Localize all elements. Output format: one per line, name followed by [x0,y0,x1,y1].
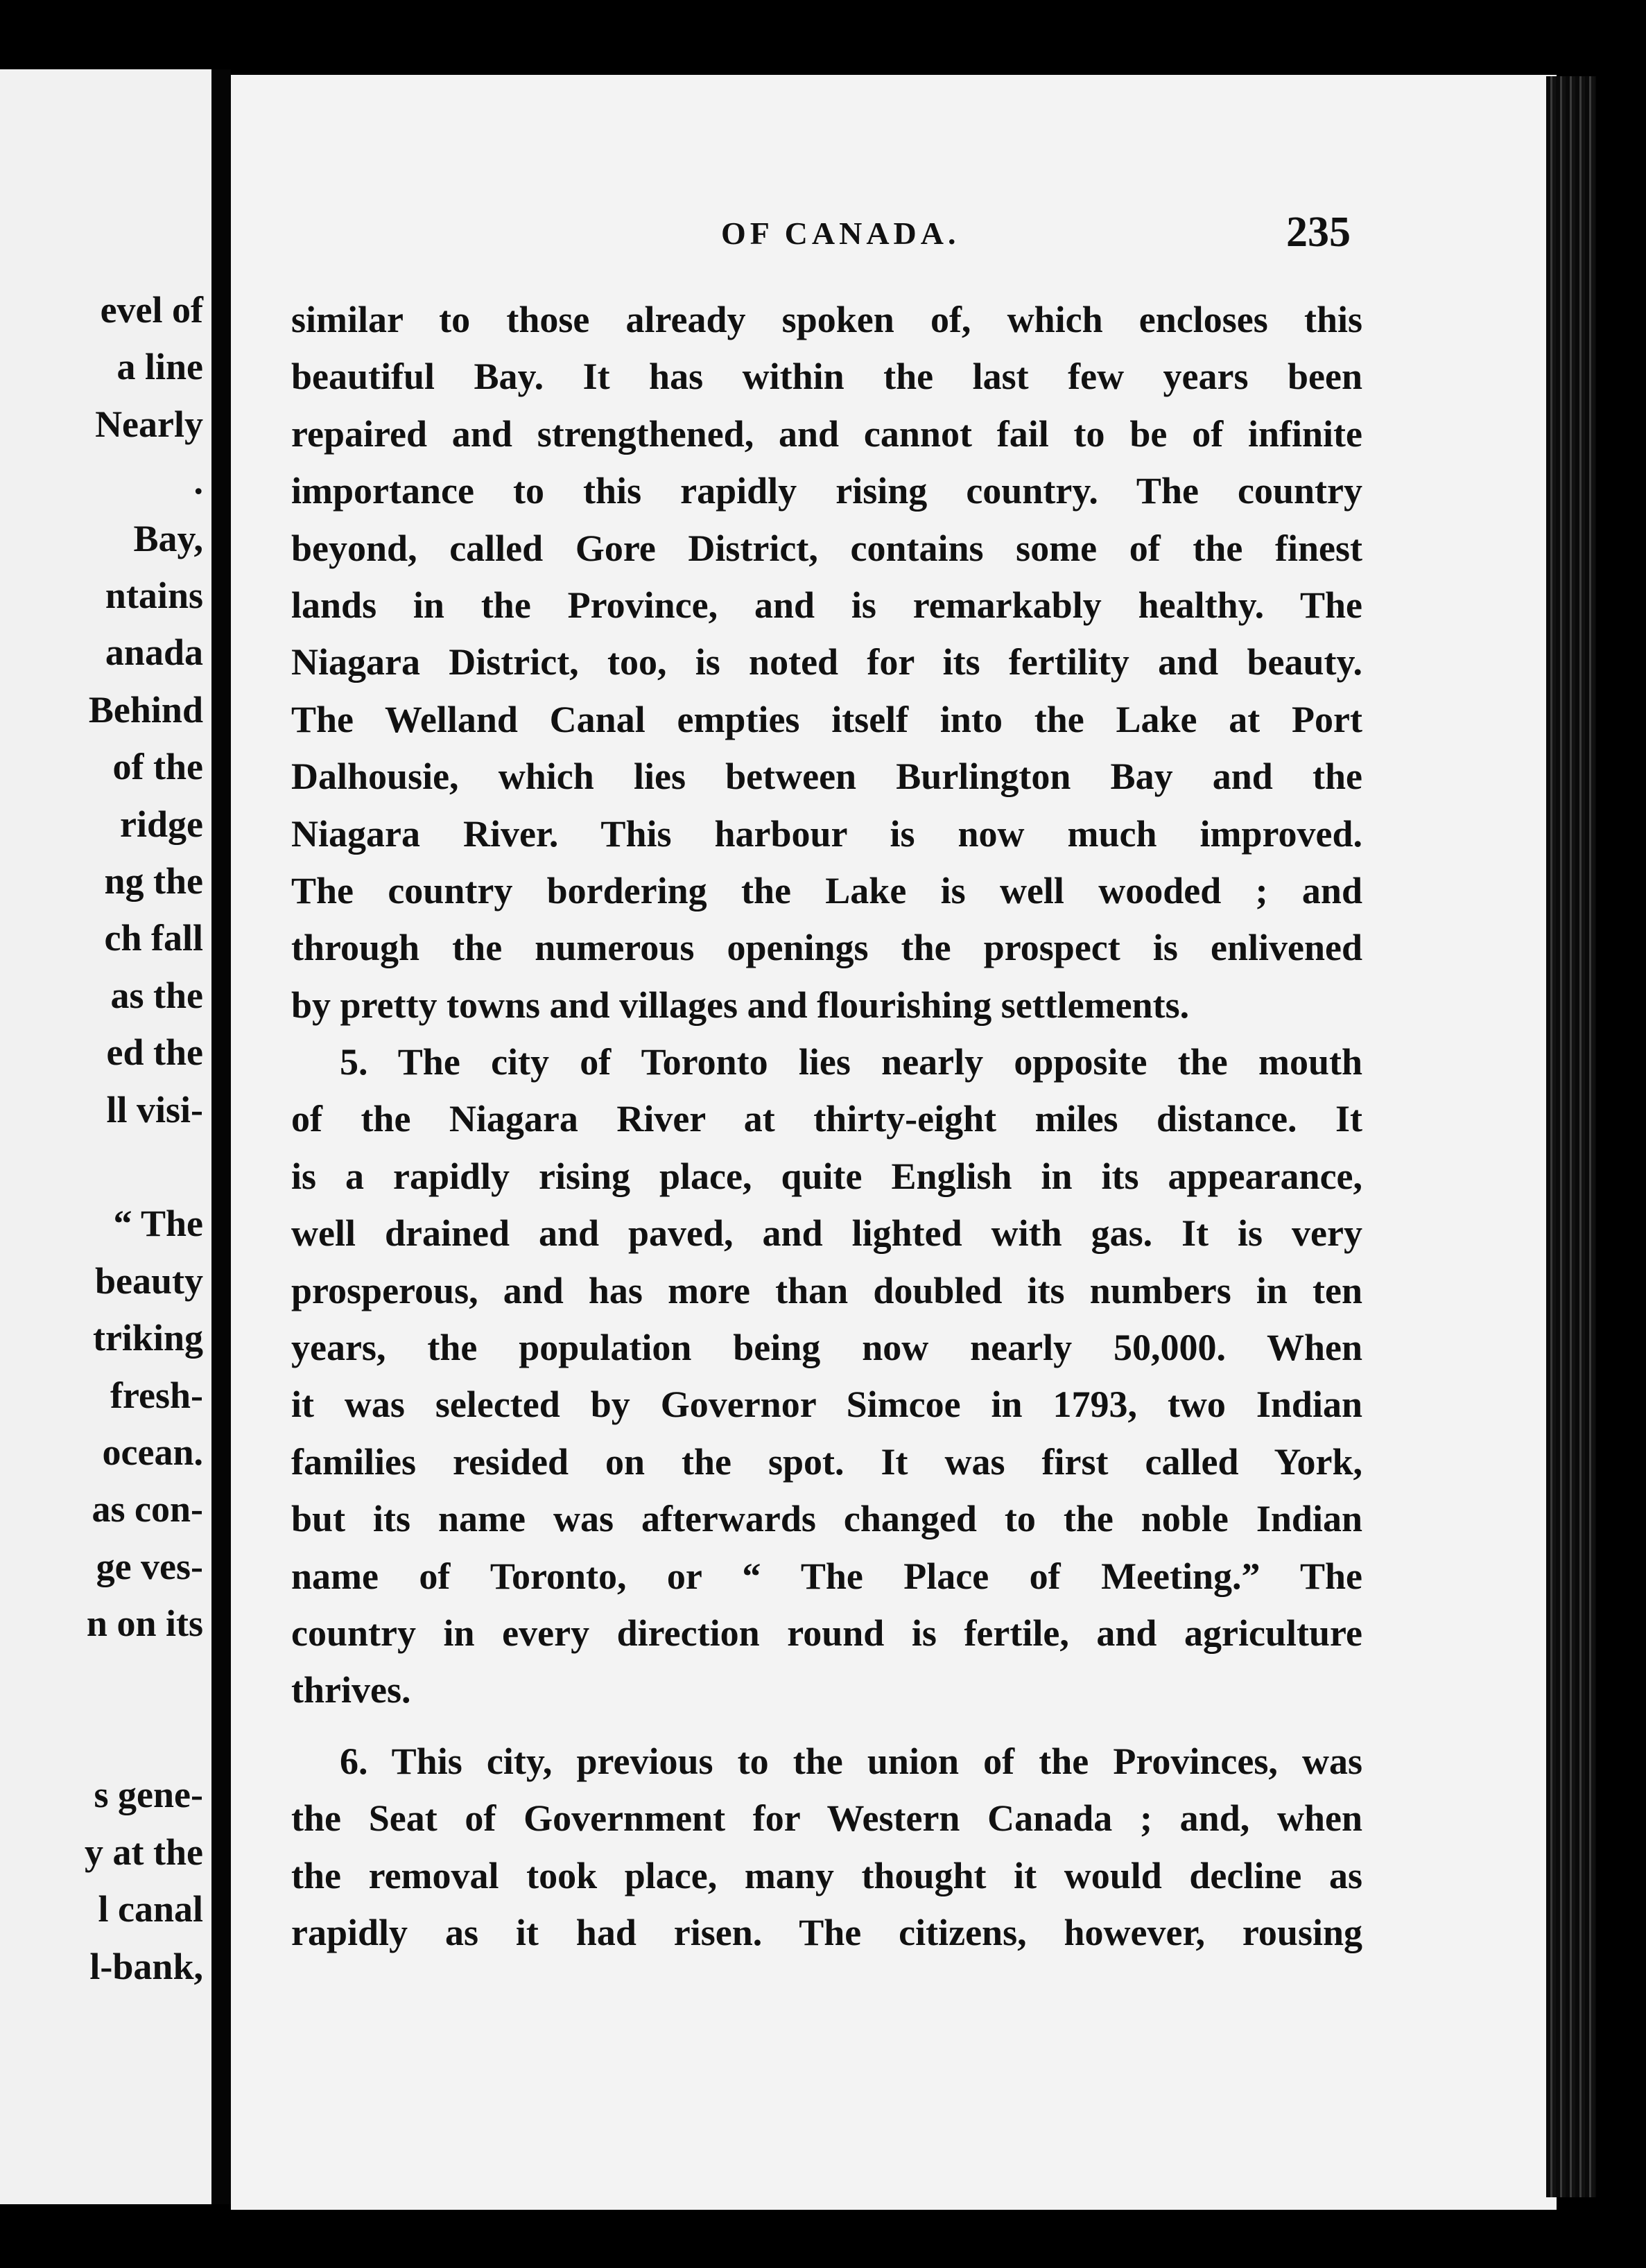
left-page-line: beauty [94,1259,203,1302]
left-page-line: l-bank, [89,1945,203,1987]
left-page [0,69,214,2204]
text-line: through the numerous openings the prospect is enlivened [291,927,1362,969]
book-gutter [211,69,231,2204]
paragraph-1 [291,291,1362,1033]
text-line: lands in the Province, and is remarkably healthy. The [291,584,1362,626]
text-line: years, the population being now nearly 50,000. When [291,1327,1362,1369]
left-page-line: ge ves- [96,1545,203,1587]
left-page-line: ntains [105,575,203,616]
text-line: beautiful Bay. It has within the last few years been [291,356,1362,398]
left-page-line: as the [110,974,203,1016]
text-line: 6. This city, previous to the union of the Provinces, was [340,1740,1362,1782]
text-line: Niagara District, too, is noted for its fertility and beauty. [291,641,1362,683]
left-page-line: of the [112,746,203,788]
running-header: OF CANADA. [721,216,960,251]
text-line: rapidly as it had risen. The citizens, however, rousing [291,1911,1362,1953]
text-line: but its name was afterwards changed to the noble Indian [291,1498,1362,1540]
left-page-line: ng the [104,860,203,902]
text-line: 5. The city of Toronto lies nearly opposite the mouth [340,1041,1362,1083]
text-line: of the Niagara River at thirty-eight miles distance. It [291,1098,1362,1140]
left-page-line: s gene- [94,1774,203,1816]
text-line: The Welland Canal empties itself into the Lake at Port [291,698,1362,740]
text-line: prosperous, and has more than doubled its numbers in ten [291,1269,1362,1311]
left-page-line: fresh- [110,1374,203,1416]
text-line: similar to those already spoken of, which encloses this [291,299,1362,340]
page-edges [1546,76,1596,2197]
paragraph-3 [291,1733,1362,1962]
page-number: 235 [1286,209,1351,256]
left-page-line: as con- [92,1488,203,1530]
text-line: it was selected by Governor Simcoe in 1793, two Indian [291,1384,1362,1426]
left-page-line: n on its [86,1603,203,1645]
text-line: thrives. [291,1669,411,1711]
text-line: beyond, called Gore District, contains some of the finest [291,527,1362,569]
left-page-line: evel of [100,289,203,331]
text-line: the Seat of Government for Western Canada ; and, when [291,1797,1362,1840]
text-line: the removal took place, many thought it would decline as [291,1854,1362,1896]
text-line: well drained and paved, and lighted with gas. It is very [291,1212,1362,1255]
left-page-line: ed the [106,1031,203,1074]
left-page-line: ocean. [102,1431,203,1473]
text-line: The country bordering the Lake is well wooded ; and [291,869,1362,911]
left-page-line: . [193,460,203,503]
left-page-line: triking [92,1317,203,1359]
left-page-line: Bay, [133,517,203,559]
left-page-line: Nearly [95,403,203,445]
left-page-line: Behind [88,688,203,731]
text-line: is a rapidly rising place, quite English in its appearance, [291,1155,1362,1197]
text-line: Dalhousie, which lies between Burlington Bay and the [291,756,1362,798]
left-page-line: “ The [113,1203,203,1245]
text-line: Niagara River. This harbour is now much improved. [291,812,1362,855]
left-page-line: anada [105,631,203,674]
left-page-line: y at the [85,1831,203,1873]
left-page-line: a line [116,346,203,388]
left-page-line: ridge [120,803,203,845]
left-page-line: ll visi- [106,1088,203,1131]
text-line: by pretty towns and villages and flourishing settlements. [291,984,1190,1026]
left-page-line: ch fall [104,917,203,959]
body-text [291,291,1362,1961]
text-line: country in every direction round is fertile, and agriculture [291,1612,1362,1654]
left-page-line: l canal [98,1888,203,1930]
text-line: importance to this rapidly rising country. The country [291,470,1362,512]
text-line: families resided on the spot. It was first called York, [291,1440,1362,1483]
paragraph-2 [291,1033,1362,1719]
text-line: name of Toronto, or “ The Place of Meeting.” The [291,1555,1362,1597]
text-line: repaired and strengthened, and cannot fail to be of infinite [291,412,1362,455]
